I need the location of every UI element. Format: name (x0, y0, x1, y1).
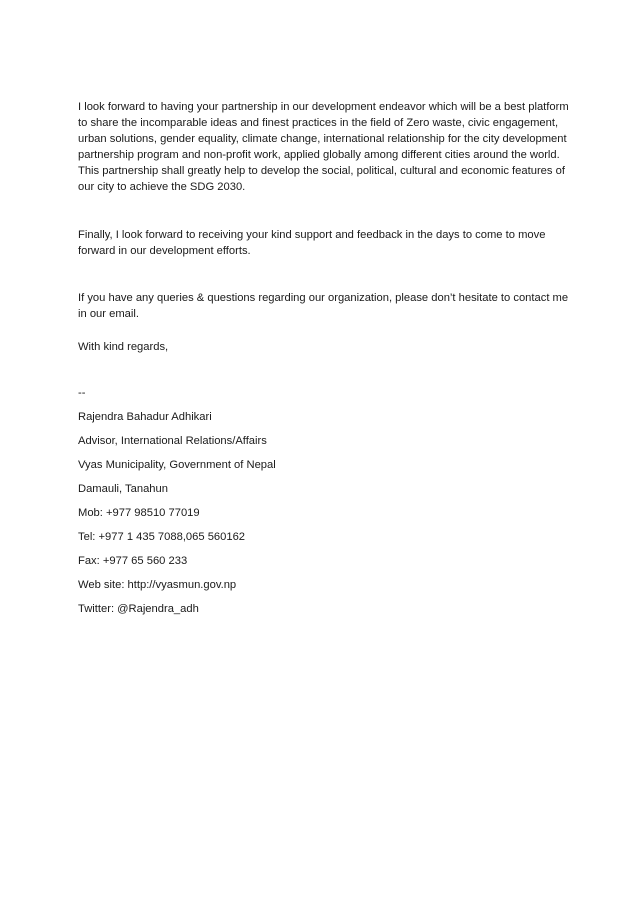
closing-salutation: With kind regards, (78, 341, 169, 353)
signature-fax: Fax: +977 65 560 233 (78, 555, 188, 567)
paragraph-support: Finally, I look forward to receiving your kind support and feedback in the days to come to move forward in our development efforts. (78, 229, 546, 257)
paragraph-queries: If you have any queries & questions regarding our organization, please don’t hesitate to contact me in our email. (78, 292, 569, 320)
signature-mobile: Mob: +977 98510 77019 (78, 507, 200, 519)
signature-location: Damauli, Tanahun (78, 483, 168, 495)
paragraph-partnership: I look forward to having your partnership in our development endeavor which will be a best platform to share the incomparable ideas and finest practices in the field of Zero waste, civic engagement, urban solutions, gender equality, climate change, international relationship for the city development partnership program and non-profit work, applied globally among different cities around the world. This partnership shall greatly help to develop the social, political, cultural and economic features of our city to achieve the SDG 2030. (78, 101, 569, 193)
signature-telephone: Tel: +977 1 435 7088,065 560162 (78, 531, 246, 543)
signature-separator: -- (78, 387, 86, 399)
letter-body (78, 99, 578, 625)
signature-name: Rajendra Bahadur Adhikari (78, 411, 212, 423)
signature-organization: Vyas Municipality, Government of Nepal (78, 459, 276, 471)
email-signature (78, 385, 578, 617)
signature-website: Web site: http://vyasmun.gov.np (78, 579, 237, 591)
signature-title: Advisor, International Relations/Affairs (78, 435, 267, 447)
signature-twitter: Twitter: @Rajendra_adh (78, 603, 199, 615)
